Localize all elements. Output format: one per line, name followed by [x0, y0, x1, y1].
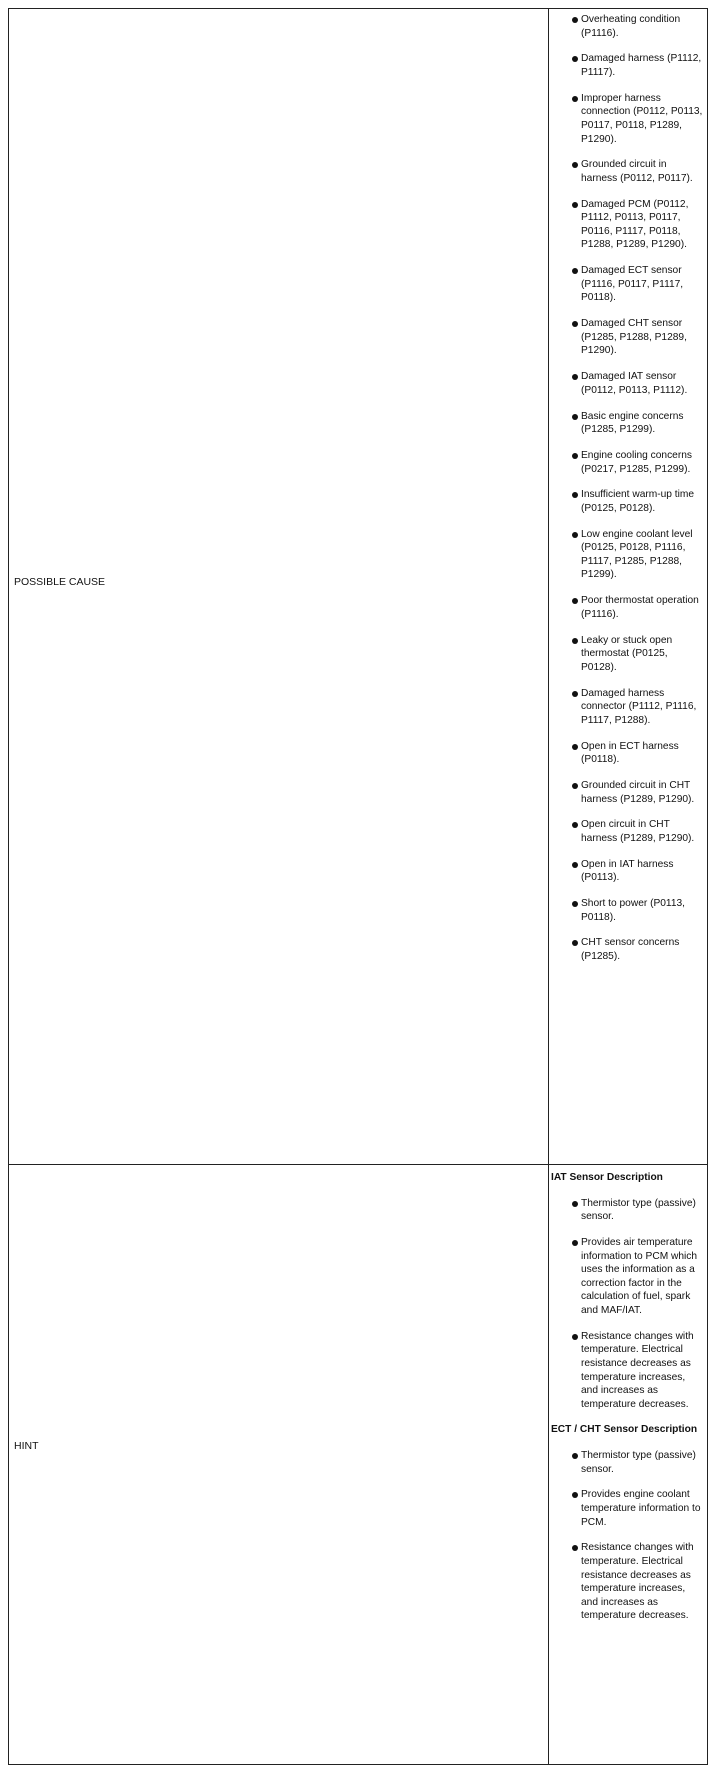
- hint-item: Thermistor type (passive) sensor.: [551, 1449, 704, 1476]
- possible-cause-item: Open in ECT harness (P0118).: [551, 740, 704, 767]
- possible-cause-item: Short to power (P0113, P0118).: [551, 897, 704, 924]
- possible-cause-item: Poor thermostat operation (P1116).: [551, 594, 704, 621]
- possible-cause-item: CHT sensor concerns (P1285).: [551, 936, 704, 963]
- possible-cause-item: Insufficient warm-up time (P0125, P0128).: [551, 488, 704, 515]
- possible-cause-item: Grounded circuit in harness (P0112, P0117).: [551, 158, 704, 185]
- iat-sensor-heading: IAT Sensor Description: [551, 1172, 663, 1183]
- possible-cause-item: Basic engine concerns (P1285, P1299).: [551, 410, 704, 437]
- possible-cause-item: Damaged harness connector (P1112, P1116, P1117, P1288).: [551, 687, 704, 728]
- diagnostic-table: [8, 8, 708, 1765]
- hint-item: Provides engine coolant temperature information to PCM.: [551, 1488, 704, 1529]
- column-divider: [548, 9, 549, 1764]
- ect-cht-sensor-heading: ECT / CHT Sensor Description: [551, 1424, 698, 1436]
- possible-cause-item: Leaky or stuck open thermostat (P0125, P0128).: [551, 634, 704, 675]
- possible-cause-item: Engine cooling concerns (P0217, P1285, P1299).: [551, 449, 704, 476]
- possible-cause-item: Open in IAT harness (P0113).: [551, 858, 704, 885]
- possible-cause-item: Low engine coolant level (P0125, P0128, P1116, P1117, P1285, P1288, P1299).: [551, 528, 704, 582]
- possible-cause-item: Overheating condition (P1116).: [551, 13, 704, 40]
- row-divider: [9, 1164, 707, 1165]
- hint-item: Resistance changes with temperature. Electrical resistance decreases as temperature increases, and increases as temperature decreases.: [551, 1330, 704, 1412]
- iat-sensor-list: [551, 1197, 704, 1412]
- possible-cause-item: Damaged PCM (P0112, P1112, P0113, P0117, P0116, P1117, P0118, P1288, P1289, P1290).: [551, 198, 704, 252]
- hint-item: Provides air temperature information to PCM which uses the information as a correction factor in the calculation of fuel, spark and MAF/IAT.: [551, 1236, 704, 1318]
- hint-item: Thermistor type (passive) sensor.: [551, 1197, 704, 1224]
- ect-cht-sensor-list: [551, 1449, 704, 1623]
- possible-cause-item: Improper harness connection (P0112, P0113, P0117, P0118, P1289, P1290).: [551, 92, 704, 146]
- possible-cause-item: Damaged harness (P1112, P1117).: [551, 52, 704, 79]
- hint-label: HINT: [14, 1440, 39, 1452]
- hint-cell: [551, 1171, 704, 1635]
- possible-cause-label: POSSIBLE CAUSE: [14, 576, 106, 588]
- possible-cause-item: Open circuit in CHT harness (P1289, P1290).: [551, 818, 704, 845]
- hint-item: Resistance changes with temperature. Electrical resistance decreases as temperature increases, and increases as temperature decreases.: [551, 1541, 704, 1623]
- possible-cause-cell: [551, 13, 704, 976]
- possible-cause-item: Damaged ECT sensor (P1116, P0117, P1117, P0118).: [551, 264, 704, 305]
- possible-cause-list: [551, 13, 704, 964]
- possible-cause-item: Damaged CHT sensor (P1285, P1288, P1289, P1290).: [551, 317, 704, 358]
- possible-cause-item: Damaged IAT sensor (P0112, P0113, P1112).: [551, 370, 704, 397]
- possible-cause-item: Grounded circuit in CHT harness (P1289, P1290).: [551, 779, 704, 806]
